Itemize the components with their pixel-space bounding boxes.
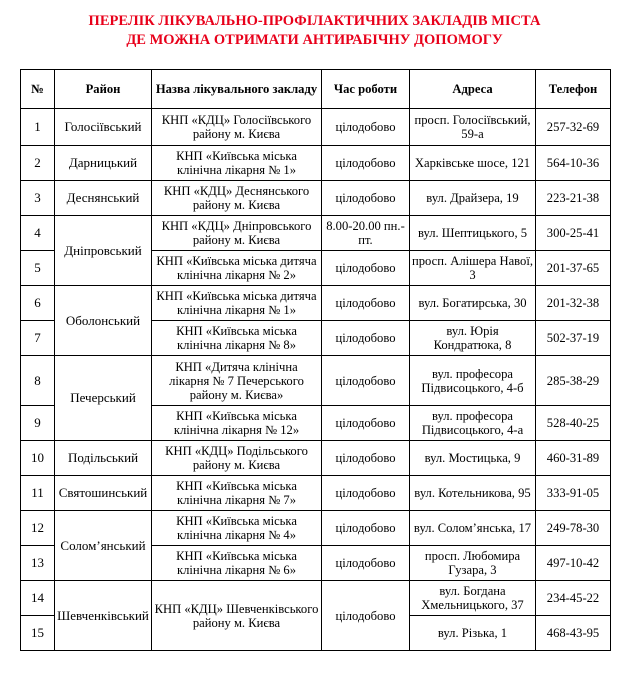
address-cell: Харківське шосе, 121 [410, 146, 536, 181]
facility-cell: КНП «Київська міська клінічна лікарня № 6» [152, 546, 322, 581]
table-row [21, 581, 611, 616]
facility-cell: КНП «КДЦ» Голосіївського району м. Києва [152, 109, 322, 146]
table-row [21, 146, 611, 181]
phone-cell: 249-78-30 [536, 511, 611, 546]
phone-cell: 460-31-89 [536, 441, 611, 476]
phone-cell: 201-32-38 [536, 286, 611, 321]
address-cell: вул. професора Підвисоцького, 4-а [410, 406, 536, 441]
hours-cell: цілодобово [322, 406, 410, 441]
header-phone: Телефон [536, 70, 611, 109]
phone-cell: 497-10-42 [536, 546, 611, 581]
table-row [21, 511, 611, 546]
title-line-2: ДЕ МОЖНА ОТРИМАТИ АНТИРАБІЧНУ ДОПОМОГУ [126, 32, 503, 48]
facility-cell: КНП «Київська міська дитяча клінічна лікарня № 2» [152, 251, 322, 286]
row-number: 12 [21, 511, 55, 546]
district-cell: Голосіївський [55, 109, 152, 146]
row-number: 1 [21, 109, 55, 146]
address-cell: вул. Богатирська, 30 [410, 286, 536, 321]
facility-cell: КНП «Київська міська клінічна лікарня № 8» [152, 321, 322, 356]
table-row [21, 476, 611, 511]
address-cell: вул. Котельникова, 95 [410, 476, 536, 511]
header-district: Район [55, 70, 152, 109]
hours-cell: 8.00-20.00 пн.-пт. [322, 216, 410, 251]
district-cell: Оболонський [55, 286, 152, 356]
facility-cell: КНП «Київська міська клінічна лікарня № 7» [152, 476, 322, 511]
phone-cell: 468-43-95 [536, 616, 611, 651]
hours-cell: цілодобово [322, 286, 410, 321]
district-cell: Святошинський [55, 476, 152, 511]
hours-cell: цілодобово [322, 146, 410, 181]
district-cell: Подільський [55, 441, 152, 476]
phone-cell: 502-37-19 [536, 321, 611, 356]
facility-cell: КНП «Київська міська клінічна лікарня № 4» [152, 511, 322, 546]
hours-cell: цілодобово [322, 511, 410, 546]
phone-cell: 201-37-65 [536, 251, 611, 286]
hours-cell: цілодобово [322, 441, 410, 476]
facilities-table [20, 69, 611, 651]
address-cell: вул. Шептицького, 5 [410, 216, 536, 251]
district-cell: Деснянський [55, 181, 152, 216]
address-cell: вул. Різька, 1 [410, 616, 536, 651]
table-row [21, 216, 611, 251]
hours-cell: цілодобово [322, 581, 410, 651]
table-row [21, 109, 611, 146]
district-cell: Печерський [55, 356, 152, 441]
facility-cell: КНП «Київська міська клінічна лікарня № 12» [152, 406, 322, 441]
address-cell: просп. Алішера Навої, 3 [410, 251, 536, 286]
row-number: 2 [21, 146, 55, 181]
address-cell: вул. Юрія Кондратюка, 8 [410, 321, 536, 356]
address-cell: вул. Солом’янська, 17 [410, 511, 536, 546]
table-row [21, 441, 611, 476]
header-facility: Назва лікувального закладу [152, 70, 322, 109]
hours-cell: цілодобово [322, 251, 410, 286]
facility-cell: КНП «Київська міська клінічна лікарня № 1» [152, 146, 322, 181]
address-cell: вул. професора Підвисоцького, 4-б [410, 356, 536, 406]
header-number: № [21, 70, 55, 109]
table-row [21, 181, 611, 216]
district-cell: Шевченківський [55, 581, 152, 651]
facility-cell: КНП «КДЦ» Шевченківського району м. Києва [152, 581, 322, 651]
phone-cell: 564-10-36 [536, 146, 611, 181]
hours-cell: цілодобово [322, 356, 410, 406]
district-cell: Солом’янський [55, 511, 152, 581]
row-number: 14 [21, 581, 55, 616]
facility-cell: КНП «Київська міська дитяча клінічна лікарня № 1» [152, 286, 322, 321]
row-number: 8 [21, 356, 55, 406]
address-cell: просп. Любомира Гузара, 3 [410, 546, 536, 581]
phone-cell: 333-91-05 [536, 476, 611, 511]
phone-cell: 300-25-41 [536, 216, 611, 251]
address-cell: вул. Мостицька, 9 [410, 441, 536, 476]
table-row [21, 286, 611, 321]
phone-cell: 234-45-22 [536, 581, 611, 616]
facility-cell: КНП «Дитяча клінічна лікарня № 7 Печерського району м. Києва» [152, 356, 322, 406]
phone-cell: 223-21-38 [536, 181, 611, 216]
hours-cell: цілодобово [322, 321, 410, 356]
row-number: 7 [21, 321, 55, 356]
row-number: 9 [21, 406, 55, 441]
row-number: 5 [21, 251, 55, 286]
hours-cell: цілодобово [322, 181, 410, 216]
phone-cell: 528-40-25 [536, 406, 611, 441]
facility-cell: КНП «КДЦ» Деснянського району м. Києва [152, 181, 322, 216]
phone-cell: 257-32-69 [536, 109, 611, 146]
row-number: 15 [21, 616, 55, 651]
header-hours: Час роботи [322, 70, 410, 109]
header-address: Адреса [410, 70, 536, 109]
table-row [21, 356, 611, 406]
district-cell: Дніпровський [55, 216, 152, 286]
title-line-1: ПЕРЕЛІК ЛІКУВАЛЬНО-ПРОФІЛАКТИЧНИХ ЗАКЛАДІВ МІСТА [88, 13, 541, 29]
district-cell: Дарницький [55, 146, 152, 181]
document-title [0, 12, 629, 50]
hours-cell: цілодобово [322, 546, 410, 581]
row-number: 10 [21, 441, 55, 476]
row-number: 13 [21, 546, 55, 581]
hours-cell: цілодобово [322, 476, 410, 511]
hours-cell: цілодобово [322, 109, 410, 146]
address-cell: вул. Богдана Хмельницького, 37 [410, 581, 536, 616]
facility-cell: КНП «КДЦ» Дніпровського району м. Києва [152, 216, 322, 251]
row-number: 11 [21, 476, 55, 511]
facility-cell: КНП «КДЦ» Подільського району м. Києва [152, 441, 322, 476]
phone-cell: 285-38-29 [536, 356, 611, 406]
address-cell: вул. Драйзера, 19 [410, 181, 536, 216]
address-cell: просп. Голосіївський, 59-а [410, 109, 536, 146]
row-number: 3 [21, 181, 55, 216]
table-header-row [21, 70, 611, 109]
row-number: 6 [21, 286, 55, 321]
row-number: 4 [21, 216, 55, 251]
